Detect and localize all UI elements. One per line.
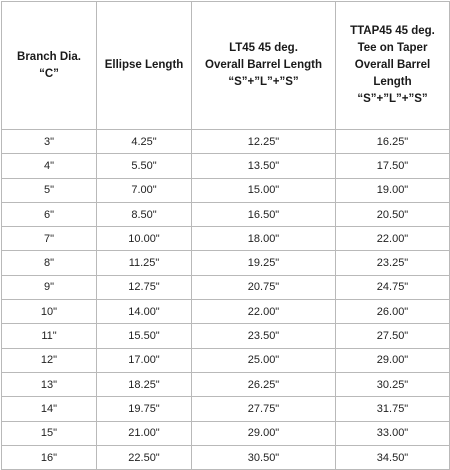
ttap45-length-cell: 23.25" [336, 251, 450, 275]
ttap45-length-cell: 22.00" [336, 227, 450, 251]
branch-dia-cell: 10" [2, 300, 97, 324]
table-row [2, 227, 450, 251]
header-line: “C” [39, 67, 59, 80]
ttap45-length-cell: 16.25" [336, 130, 450, 154]
header-line: LT45 45 deg. [229, 42, 298, 54]
branch-dia-cell: 14" [2, 397, 97, 421]
table-row [2, 203, 450, 227]
table-row [2, 179, 450, 203]
header-line: “S”+”L”+”S” [228, 76, 299, 88]
table-row [2, 154, 450, 178]
ellipse-length-cell: 8.50" [97, 203, 192, 227]
ellipse-length-cell: 10.00" [97, 227, 192, 251]
header-line: Overall Barrel Length [205, 59, 322, 71]
table-header [2, 2, 450, 130]
table-row [2, 349, 450, 373]
branch-dia-cell: 13" [2, 373, 97, 397]
header-branch-dia [2, 2, 97, 130]
branch-dia-cell: 8" [2, 251, 97, 275]
header-line: Branch Dia. [17, 50, 81, 63]
lt45-length-cell: 30.50" [192, 446, 336, 470]
branch-dia-cell: 15" [2, 422, 97, 446]
table-row [2, 300, 450, 324]
table-row [2, 324, 450, 348]
table-row [2, 373, 450, 397]
branch-dia-cell: 4" [2, 154, 97, 178]
ellipse-length-cell: 7.00" [97, 179, 192, 203]
ttap45-length-cell: 34.50" [336, 446, 450, 470]
ellipse-length-cell: 21.00" [97, 422, 192, 446]
lt45-length-cell: 27.75" [192, 397, 336, 421]
lt45-length-cell: 15.00" [192, 179, 336, 203]
header-line: TTAP45 45 deg. [350, 25, 435, 37]
lt45-length-cell: 19.25" [192, 251, 336, 275]
branch-dia-cell: 16" [2, 446, 97, 470]
ttap45-length-cell: 31.75" [336, 397, 450, 421]
lt45-length-cell: 22.00" [192, 300, 336, 324]
lt45-length-cell: 23.50" [192, 324, 336, 348]
ttap45-length-cell: 17.50" [336, 154, 450, 178]
table-row [2, 130, 450, 154]
ttap45-length-cell: 26.00" [336, 300, 450, 324]
lt45-length-cell: 25.00" [192, 349, 336, 373]
branch-dia-cell: 12" [2, 349, 97, 373]
header-ellipse-length [97, 2, 192, 130]
lt45-length-cell: 16.50" [192, 203, 336, 227]
lt45-length-cell: 13.50" [192, 154, 336, 178]
branch-dia-cell: 9" [2, 276, 97, 300]
branch-dia-cell: 5" [2, 179, 97, 203]
ttap45-length-cell: 29.00" [336, 349, 450, 373]
table-row [2, 446, 450, 470]
dimension-table [1, 1, 450, 470]
header-line: Ellipse Length [104, 59, 184, 71]
ellipse-length-cell: 4.25" [97, 130, 192, 154]
ellipse-length-cell: 22.50" [97, 446, 192, 470]
ttap45-length-cell: 27.50" [336, 324, 450, 348]
header-line: Tee on Taper [357, 42, 428, 54]
table-row [2, 397, 450, 421]
table-row [2, 422, 450, 446]
ttap45-length-cell: 24.75" [336, 276, 450, 300]
ellipse-length-cell: 15.50" [97, 324, 192, 348]
branch-dia-cell: 11" [2, 324, 97, 348]
header-row [2, 2, 450, 130]
branch-dia-cell: 6" [2, 203, 97, 227]
lt45-length-cell: 29.00" [192, 422, 336, 446]
header-lt45-length [192, 2, 336, 130]
header-line: Overall Barrel [354, 59, 431, 71]
branch-dia-cell: 7" [2, 227, 97, 251]
lt45-length-cell: 26.25" [192, 373, 336, 397]
table-row [2, 251, 450, 275]
header-line: “S”+”L”+”S” [357, 93, 428, 105]
ellipse-length-cell: 19.75" [97, 397, 192, 421]
ellipse-length-cell: 17.00" [97, 349, 192, 373]
lt45-length-cell: 12.25" [192, 130, 336, 154]
ellipse-length-cell: 11.25" [97, 251, 192, 275]
table-body [2, 130, 450, 470]
header-ttap45-length [336, 2, 450, 130]
header-line: Length [373, 76, 412, 88]
lt45-length-cell: 20.75" [192, 276, 336, 300]
ttap45-length-cell: 20.50" [336, 203, 450, 227]
table-row [2, 276, 450, 300]
ellipse-length-cell: 18.25" [97, 373, 192, 397]
branch-dia-cell: 3" [2, 130, 97, 154]
ellipse-length-cell: 14.00" [97, 300, 192, 324]
ellipse-length-cell: 12.75" [97, 276, 192, 300]
ellipse-length-cell: 5.50" [97, 154, 192, 178]
ttap45-length-cell: 30.25" [336, 373, 450, 397]
lt45-length-cell: 18.00" [192, 227, 336, 251]
spec-table-container [1, 1, 449, 466]
ttap45-length-cell: 33.00" [336, 422, 450, 446]
ttap45-length-cell: 19.00" [336, 179, 450, 203]
